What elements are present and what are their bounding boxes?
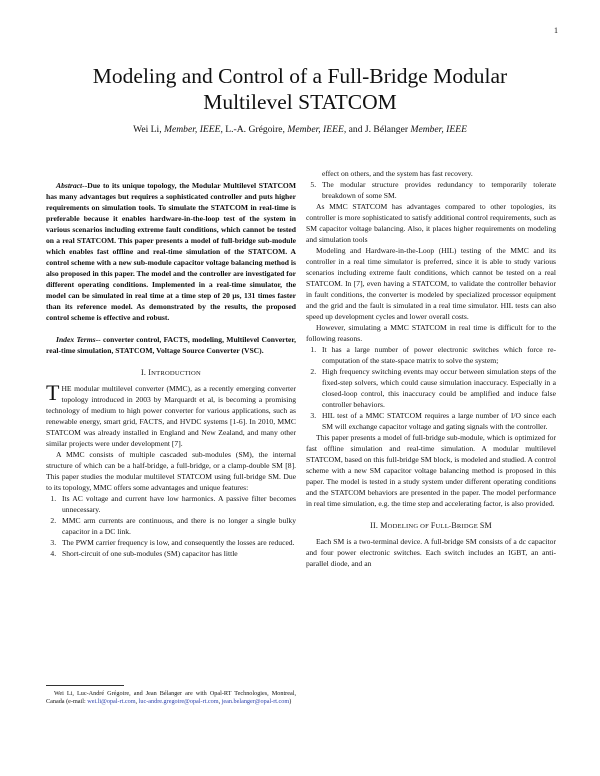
section-rest: RIDGE <box>456 523 480 530</box>
list-item: 1. It has a large number of power electronic switches which force re-computation of the state-space matrix to solve the system; <box>318 344 556 366</box>
email-link[interactable]: jean.belanger@opal-rt.com <box>221 698 290 706</box>
abstract-label: Abstract <box>56 181 83 190</box>
abstract <box>46 180 296 323</box>
footnote <box>46 690 296 707</box>
paragraph: However, simulating a MMC STATCOM in real time is difficult for to the following reasons. <box>306 323 556 343</box>
abstract-text: --Due to its unique topology, the Modular Multilevel STATCOM has many advantages but requires a sophisticated controller and puts higher requirements on simulation tools. To simulate the STATCOM in real-time is preferable because it enables hardware-in-the-loop test of the system in various scenarios including extreme fault conditions, which cannot be tested on a real STATCOM. This paper presents a model of full-bridge sub-module which enables fast offline and real-time simulation of the STATCOM. A control scheme with a new sub-module capacitor voltage balancing method is also proposed in this paper. The model and the controller are investigated for different operating conditions. Implemented in a real-time simulator, the model can be simulated in real time at a time step of 20 μs, 131 times faster than its reference model. As demonstrated by the results, the proposed control scheme is effective and robust. <box>46 181 296 322</box>
author-2: , L.-A. Grégoire, <box>220 124 288 135</box>
section-rest: ULL- <box>435 523 452 530</box>
footnote-separator: , <box>218 698 222 706</box>
right-column <box>306 168 556 569</box>
author-1-role: Member, IEEE <box>164 124 221 135</box>
paragraph: As MMC STATCOM has advantages compared to other topologies, its controller is more sophisticated to satisfy additional control requirements, such as SM capacitor voltage balancing. Also, it places higher requirements on modeling and simulation tools <box>306 202 556 244</box>
intro-paragraph-1-text: HE modular multilevel converter (MMC), as a recently emerging converter topology introduced in 2003 by Marquardt et al, is becoming a promising technology of medium to high power converter for various applications, such as renewable energy, smart grid, FACTS, and HVDC systems [1-6]. In 2010, MMC STATCOM was already installed in England and New Zealand, and many other similar projects were under development [7]. <box>46 384 296 448</box>
section-heading-modeling <box>306 520 556 532</box>
author-3-role: Member, IEEE <box>410 124 467 135</box>
section-heading-introduction <box>46 367 296 379</box>
section-initial: B <box>451 521 457 530</box>
paragraph: Each SM is a two-terminal device. A full-bridge SM consists of a dc capacitor and four power electronic switches. Each switch includes an IGBT, an anti-parallel diode, and an <box>306 537 556 568</box>
index-terms-label: Index Terms <box>56 335 96 344</box>
list-item: 2. High frequency switching events may occur between simulation steps of the fixed-step solvers, which could cause simulation inaccuracy. Especially in a closed-loop control, this inaccuracy could be amplified and induce false controller behaviors. <box>318 366 556 410</box>
footnote-rule <box>46 685 124 686</box>
section-tail: SM <box>479 521 492 530</box>
list-continuation: effect on others, and the system has fast recovery. <box>322 169 473 178</box>
section-rest: NTRODUCTION <box>151 370 201 377</box>
section-number: II. <box>370 521 381 530</box>
intro-paragraph-1 <box>46 380 296 449</box>
title-line-1: Modeling and Control of a Full-Bridge Modular <box>92 64 508 88</box>
list-item: 5. The modular structure provides redundancy to temporarily tolerate breakdown of some SM. <box>318 179 556 201</box>
features-list-continued <box>306 179 556 201</box>
list-item: 3. The PWM carrier frequency is low, and consequently the losses are reduced. <box>58 537 296 548</box>
author-list <box>40 124 560 135</box>
section-initial: I <box>148 368 152 377</box>
list-item: 3. HIL test of a MMC STATCOM requires a large number of I/O since each SM will exchange capacitor voltage and gating signals with the controller. <box>318 410 556 432</box>
section-initial: M <box>380 521 388 530</box>
reasons-list <box>306 344 556 432</box>
title-line-2: Multilevel STATCOM <box>203 90 397 114</box>
section-rest: ODELING OF <box>387 523 431 530</box>
email-link[interactable]: luc-andre.gregoire@opal-rt.com <box>138 698 219 706</box>
paper-title <box>40 63 560 115</box>
footnote-separator: , <box>135 698 139 706</box>
index-terms-text: -- converter control, FACTS, modeling, Multilevel Converter, real-time simulation, STATCOM, Voltage Source Converter (VSC). <box>46 335 296 355</box>
author-3: and J. Bélanger <box>346 124 411 135</box>
list-item: 2. MMC arm currents are continuous, and there is no longer a single bulky capacitor in a DC link. <box>58 515 296 537</box>
left-column <box>46 180 296 559</box>
features-list <box>46 493 296 559</box>
list-item: 4. Short-circuit of one sub-modules (SM) capacitor has little <box>58 548 296 559</box>
page-number: 1 <box>554 26 558 35</box>
section-initial: F <box>430 521 436 530</box>
footnote-end: ) <box>289 698 292 706</box>
footnote-text: Wei Li, Luc-André Grégoire, and Jean Bélanger are with Opal-RT Technologies, Montreal, Canada (e-mail: <box>46 690 296 706</box>
section-number: I. <box>141 368 149 377</box>
paragraph: Modeling and Hardware-in-the-Loop (HIL) testing of the MMC and its controller in a real time simulator is preferred, since it is able to study various scenarios including extreme fault conditions, which cannot be tested on a real STATCOM. In [7], even having a STATCOM, to validate the controller behavior in fault conditions, the converter is modeled by specialized processor equipment and the grid and the fault is simulated in a real time simulator. HIL tests can also speed up development cycles and lower overall costs. <box>306 246 556 321</box>
author-1: Wei Li, <box>133 124 164 135</box>
intro-paragraph-2: A MMC consists of multiple cascaded sub-modules (SM), the internal structure of which can be a half-bridge, a full-bridge, or a clamp-double SM [8]. This paper studies the modular multilevel STATCOM using full-bridge SM. Due to its topology, MMC offers some advantages and unique features: <box>46 450 296 492</box>
index-terms <box>46 334 296 356</box>
author-2-role: Member, IEEE, <box>287 124 347 135</box>
email-link[interactable]: wei.li@opal-rt.com <box>87 698 136 706</box>
paragraph: This paper presents a model of full-bridge sub-module, which is optimized for fast offline simulation and real-time simulation. A modular multilevel STATCOM, based on this full-bridge SM block, is modeled and studied. A control scheme with a new SM capacitor voltage balancing method is proposed in this paper. The model is tested in a study system under different operating conditions and the STATCOM behaviors are presented in the paper. The model performance in real time simulation, e.g. the time step and accelerating factor, is also provided. <box>306 433 556 508</box>
drop-cap: T <box>46 380 60 405</box>
list-item: 1. Its AC voltage and current have low harmonics. A passive filter becomes unnecessary. <box>58 493 296 515</box>
